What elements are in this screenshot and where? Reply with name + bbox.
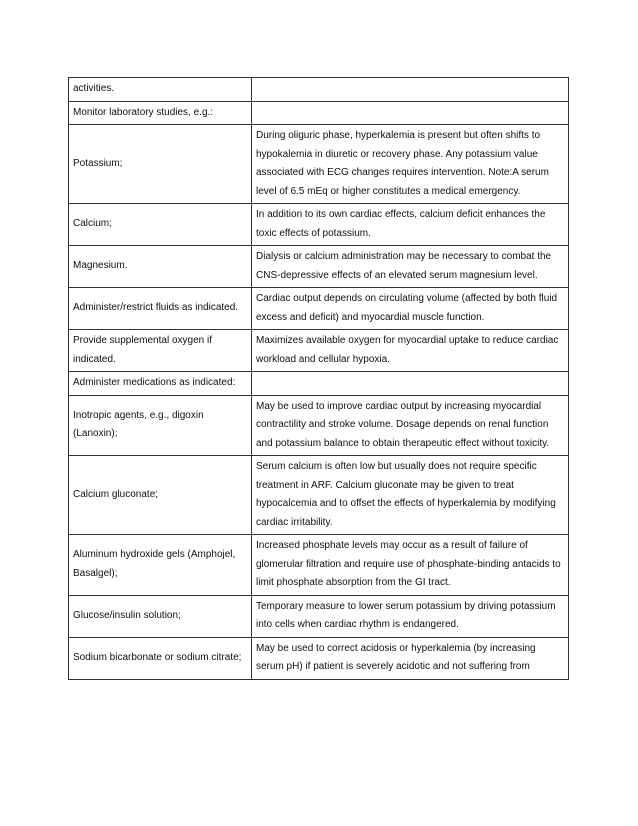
intervention-cell: activities.	[69, 78, 252, 102]
intervention-cell: Calcium;	[69, 204, 252, 246]
rationale-cell	[252, 101, 569, 125]
intervention-cell: Administer medications as indicated:	[69, 372, 252, 396]
intervention-cell: Potassium;	[69, 125, 252, 204]
table-row	[69, 204, 569, 246]
rationale-cell: May be used to correct acidosis or hyperkalemia (by increasing serum pH) if patient is severely acidotic and not suffering from	[252, 637, 569, 679]
table-row	[69, 246, 569, 288]
table-row	[69, 101, 569, 125]
rationale-cell: Serum calcium is often low but usually does not require specific treatment in ARF. Calcium gluconate may be given to treat hypocalcemia and to offset the effects of hyperkalemia by modifying cardiac irritability.	[252, 456, 569, 535]
rationale-cell: Dialysis or calcium administration may be necessary to combat the CNS-depressive effects of an elevated serum magnesium level.	[252, 246, 569, 288]
intervention-cell: Monitor laboratory studies, e.g.:	[69, 101, 252, 125]
care-plan-table	[68, 77, 569, 680]
intervention-cell: Sodium bicarbonate or sodium citrate;	[69, 637, 252, 679]
rationale-cell: Increased phosphate levels may occur as a result of failure of glomerular filtration and require use of phosphate-binding antacids to limit phosphate absorption from the GI tract.	[252, 535, 569, 596]
table-row	[69, 595, 569, 637]
rationale-cell	[252, 78, 569, 102]
intervention-cell: Glucose/insulin solution;	[69, 595, 252, 637]
intervention-cell: Calcium gluconate;	[69, 456, 252, 535]
rationale-cell: May be used to improve cardiac output by increasing myocardial contractility and stroke volume. Dosage depends on renal function and potassium balance to obtain therapeutic effect without toxicity.	[252, 395, 569, 456]
table-row	[69, 535, 569, 596]
care-plan-body	[69, 78, 569, 680]
table-row	[69, 456, 569, 535]
intervention-cell: Aluminum hydroxide gels (Amphojel, Basalgel);	[69, 535, 252, 596]
table-row	[69, 330, 569, 372]
intervention-cell: Provide supplemental oxygen if indicated.	[69, 330, 252, 372]
table-row	[69, 288, 569, 330]
table-row	[69, 78, 569, 102]
table-row	[69, 395, 569, 456]
rationale-cell: Temporary measure to lower serum potassium by driving potassium into cells when cardiac rhythm is endangered.	[252, 595, 569, 637]
rationale-cell: Maximizes available oxygen for myocardial uptake to reduce cardiac workload and cellular hypoxia.	[252, 330, 569, 372]
table-row	[69, 372, 569, 396]
rationale-cell: In addition to its own cardiac effects, calcium deficit enhances the toxic effects of potassium.	[252, 204, 569, 246]
rationale-cell	[252, 372, 569, 396]
intervention-cell: Administer/restrict fluids as indicated.	[69, 288, 252, 330]
rationale-cell: During oliguric phase, hyperkalemia is present but often shifts to hypokalemia in diuretic or recovery phase. Any potassium value associated with ECG changes requires intervention. Note:A serum level of 6.5 mEq or higher constitutes a medical emergency.	[252, 125, 569, 204]
intervention-cell: Inotropic agents, e.g., digoxin (Lanoxin);	[69, 395, 252, 456]
intervention-cell: Magnesium.	[69, 246, 252, 288]
rationale-cell: Cardiac output depends on circulating volume (affected by both fluid excess and deficit) and myocardial muscle function.	[252, 288, 569, 330]
table-row	[69, 125, 569, 204]
table-row	[69, 637, 569, 679]
